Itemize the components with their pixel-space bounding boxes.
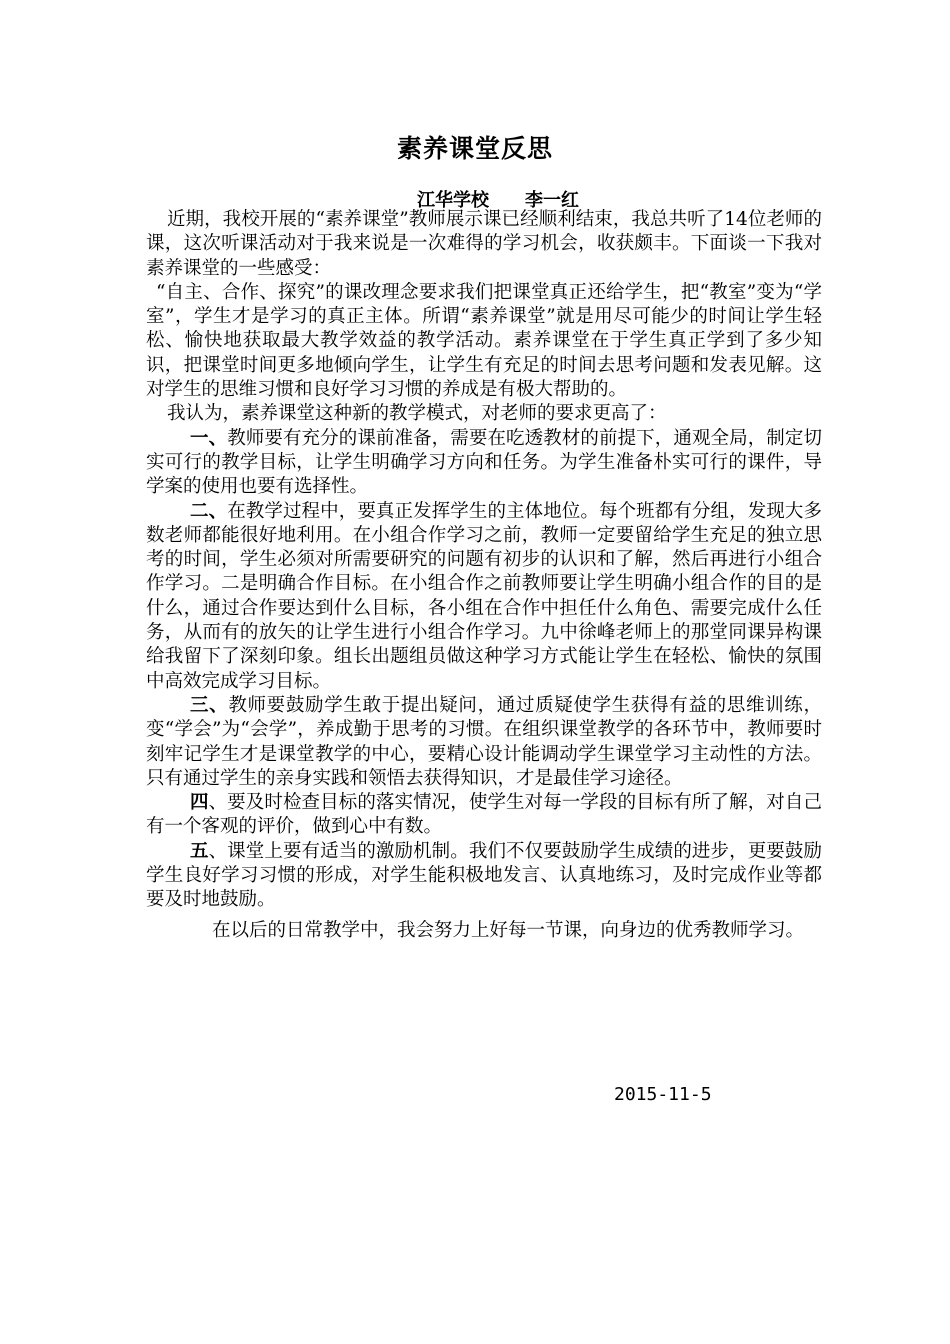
paragraph-concept: “自主、合作、探究”的课改理念要求我们把课堂真正还给学生，把“教室”变为“学室”，学生才是学习的真正主体。所谓“素养课堂”就是用尽可能少的时间让学生轻松、愉快地获取最大教学效益的教学活动。素养课堂在于学生真正学到了多少知识，把课堂时间更多地倾向学生，让学生有充足的时间去思考问题和发表见解。这对学生的思维习惯和良好学习习惯的养成是有极大帮助的。: [146, 281, 822, 401]
paragraph-point-4: [146, 791, 822, 840]
point-5-label: 五: [190, 840, 209, 862]
paragraph-point-2: [146, 500, 822, 694]
author-byline: 江华学校 李一红: [417, 190, 579, 211]
point-4-label: 四: [190, 792, 209, 814]
point-5-text: 、课堂上要有适当的激励机制。我们不仅要鼓励学生成绩的进步，更要鼓励学生良好学习习惯的形成，对学生能积极地发言、认真地练习，及时完成作业等都要及时地鼓励。: [146, 840, 822, 911]
point-1-text: 教师要有充分的课前准备，需要在吃透教材的前提下，通观全局，制定切实可行的教学目标，让学生明确学习方向和任务。为学生准备朴实可行的课件，导学案的使用也要有选择性。: [146, 427, 822, 498]
point-3-label: 三、: [190, 694, 229, 716]
point-1-label: 一、: [190, 427, 228, 449]
point-2-label: 二、: [190, 500, 228, 522]
paragraph-opinion: 我认为，素养课堂这种新的教学模式，对老师的要求更高了：: [167, 403, 667, 425]
paragraph-closing: 在以后的日常教学中，我会努力上好每一节课，向身边的优秀教师学习。: [212, 919, 805, 941]
document-date: 2015-11-5: [614, 1084, 712, 1105]
paragraph-point-3: [146, 694, 822, 791]
paragraph-intro: 近期，我校开展的“素养课堂”教师展示课已经顺利结束，我总共听了14位老师的课，这次听课活动对于我来说是一次难得的学习机会，收获颇丰。下面谈一下我对素养课堂的一些感受：: [146, 209, 822, 279]
point-2-text: 在教学过程中，要真正发挥学生的主体地位。每个班都有分组，发现大多数老师都能很好地利用。在小组合作学习之前，教师一定要留给学生充足的独立思考的时间，学生必须对所需要研究的问题有初步的认识和了解，然后再进行小组合作学习。二是明确合作目标。在小组合作之前教师要让学生明确小组合作的目的是什么，通过合作要达到什么目标，各小组在合作中担任什么角色、需要完成什么任务，从而有的放矢的让学生进行小组合作学习。九中徐峰老师上的那堂同课异构课给我留下了深刻印象。组长出题组员做这种学习方式能让学生在轻松、愉快的氛围中高效完成学习目标。: [146, 500, 822, 692]
point-3-text: 教师要鼓励学生敢于提出疑问，通过质疑使学生获得有益的思维训练，变“学会”为“会学”，养成勤于思考的习惯。在组织课堂教学的各环节中，教师要时刻牢记学生才是课堂教学的中心，要精心设计能调动学生课堂学习主动性的方法。只有通过学生的亲身实践和领悟去获得知识，才是最佳学习途径。: [146, 694, 822, 789]
document-title: 素养课堂反思: [396, 134, 553, 163]
paragraph-point-5: [146, 840, 822, 913]
document-body: [146, 208, 822, 949]
paragraph-point-1: [146, 427, 822, 500]
point-4-text: 、要及时检查目标的落实情况，使学生对每一学段的目标有所了解，对自己有一个客观的评价，做到心中有数。: [146, 792, 822, 838]
